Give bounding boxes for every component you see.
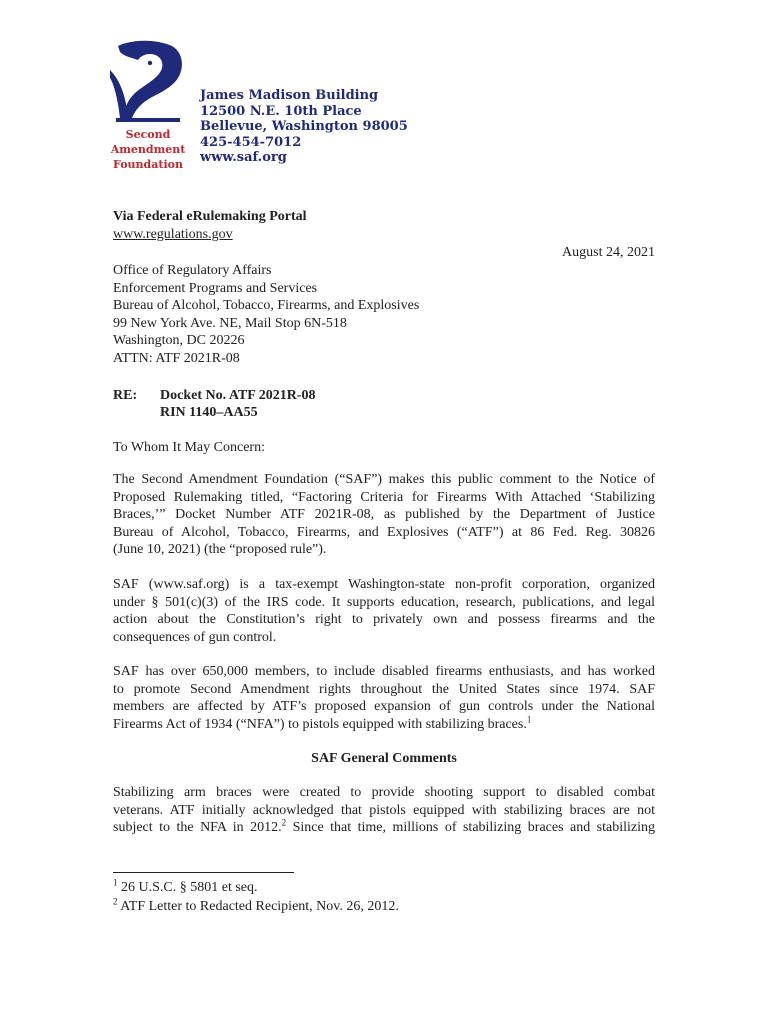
section-heading: SAF General Comments (311, 751, 457, 766)
letterhead-street: 12500 N.E. 10th Place (200, 103, 362, 119)
paragraph-line: (June 10, 2021) (the “proposed rule”). (113, 542, 327, 557)
paragraph-line: SAF (www.saf.org) is a tax-exempt Washington-state non-profit corporation, organized (113, 577, 655, 592)
paragraph-line: consequences of gun control. (113, 629, 277, 645)
paragraph-line: The Second Amendment Foundation (“SAF”) makes this public comment to the Notice of (113, 472, 655, 487)
paragraph-line: under § 501(c)(3) of the IRS code. It supports education, research, publications, and legal (113, 594, 655, 610)
footnote-number: 2 (113, 896, 118, 907)
letterhead-city: Bellevue, Washington 98005 (200, 119, 408, 134)
recipient-line: ATTN: ATF 2021R-08 (113, 350, 240, 366)
recipient-line: Bureau of Alcohol, Tobacco, Firearms, and Explosives (113, 298, 420, 313)
salutation: To Whom It May Concern: (113, 440, 265, 455)
paragraph-line (113, 713, 655, 734)
logo-text-amendment: Amendment (110, 143, 186, 156)
logo-text-foundation: Foundation (113, 158, 183, 171)
footnote-2 (113, 898, 399, 915)
paragraph-line: Braces,’” Docket Number ATF 2021R-08, as published by the Department of Justice (113, 507, 655, 522)
footnote-text: ATF Letter to Redacted Recipient, Nov. 26, 2012. (117, 899, 399, 914)
paragraph-line (113, 819, 655, 837)
paragraph-line: Proposed Rulemaking titled, “Factoring Criteria for Firearms With Attached ‘Stabilizing (113, 489, 655, 505)
letterhead-building: James Madison Building (200, 88, 379, 103)
footnote-ref-1[interactable]: 1 (526, 713, 532, 724)
recipient-block (113, 262, 419, 367)
letter-date: August 24, 2021 (562, 245, 655, 260)
re-rin: RIN 1140–AA55 (160, 405, 258, 420)
paragraph-line: Bureau of Alcohol, Tobacco, Firearms, and Explosives (“ATF”) at 86 Fed. Reg. 30826 (113, 524, 655, 540)
paragraph-line-text: Since that time, millions of stabilizing braces and stabilizing (286, 820, 656, 835)
via-method: Via Federal eRulemaking Portal (113, 209, 307, 224)
footnote-divider (113, 872, 294, 873)
letterhead-phone: 425-454-7012 (200, 134, 302, 150)
paragraph-line: SAF has over 650,000 members, to include disabled firearms enthusiasts, and has worked (113, 664, 655, 679)
paragraph-line: members are affected by ATF’s proposed expansion of gun controls under the National (113, 699, 655, 714)
paragraph-line-text: subject to the NFA in 2012. (113, 820, 282, 835)
recipient-line: Enforcement Programs and Services (113, 280, 318, 296)
paragraph-braces (113, 784, 655, 837)
footnote-text: 26 U.S.C. § 5801 et seq. (117, 880, 258, 895)
footnote-1 (113, 879, 258, 896)
recipient-line: Office of Regulatory Affairs (113, 263, 272, 278)
re-docket: Docket No. ATF 2021R-08 (160, 388, 316, 403)
saf-logo (110, 40, 186, 171)
letterhead-web: www.saf.org (200, 150, 287, 165)
paragraph-members (113, 663, 655, 733)
recipient-line: 99 New York Ave. NE, Mail Stop 6N-518 (113, 315, 347, 331)
paragraph-intro (113, 471, 655, 559)
logo-text-second: Second (125, 128, 171, 141)
letterhead-address (200, 88, 460, 166)
eagle-head-logo-icon (110, 40, 186, 122)
recipient-line: Washington, DC 20226 (113, 333, 245, 348)
paragraph-about-saf (113, 576, 655, 646)
paragraph-line: Stabilizing arm braces were created to provide shooting support to disabled combat (113, 785, 655, 800)
via-site-link[interactable]: www.regulations.gov (113, 227, 233, 242)
paragraph-line-text: Firearms Act of 1934 (“NFA”) to pistols equipped with stabilizing braces. (113, 716, 527, 732)
re-label: RE: (113, 388, 138, 403)
paragraph-line: veterans. ATF initially acknowledged that pistols equipped with stabilizing braces are not (113, 802, 655, 818)
paragraph-line: action about the Constitution’s right to privately own and possess firearms and the (113, 612, 655, 627)
paragraph-line: to promote Second Amendment rights throughout the United States since 1974. SAF (113, 681, 655, 697)
footnote-ref-2[interactable]: 2 (281, 817, 287, 828)
footnote-number: 1 (113, 877, 118, 888)
